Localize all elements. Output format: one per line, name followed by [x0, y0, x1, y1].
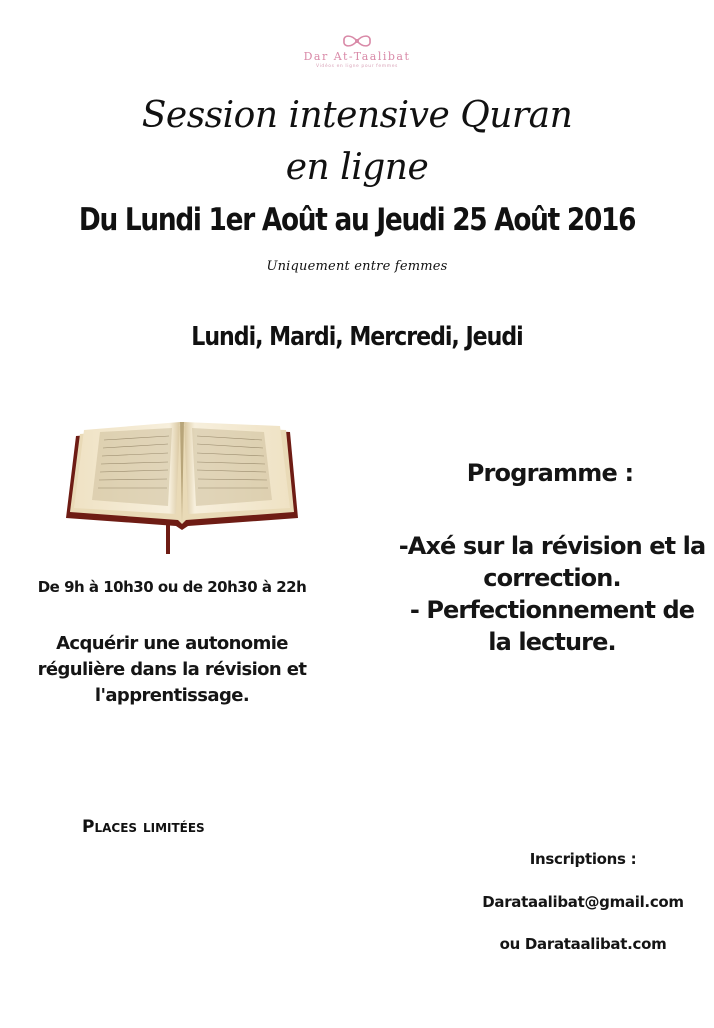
inscriptions-email[interactable]: Darataalibat@gmail.com: [482, 893, 684, 911]
logo-tagline: Vidéos en ligne pour femmes: [315, 64, 399, 69]
programme-item: - Perfectionnement de la lecture.: [409, 596, 695, 656]
hours: De 9h à 10h30 ou de 20h30 à 22h: [37, 578, 307, 596]
open-quran-book: [58, 408, 304, 556]
logo-name: Dar At-Taalibat: [303, 50, 411, 63]
session-days: Lundi, Mardi, Mercredi, Jeudi: [191, 322, 523, 352]
page-title: [0, 90, 714, 194]
goal: Acquérir une autonomie régulière dans la révision et l'apprentissage.: [37, 633, 307, 706]
title-text: Session intensive Quran en ligne: [141, 95, 573, 188]
inscriptions-site[interactable]: ou Darataalibat.com: [499, 935, 667, 953]
places-limitees: Places limitées: [82, 817, 205, 837]
programme-title: Programme :: [466, 459, 634, 487]
inscriptions-title: Inscriptions :: [529, 850, 637, 868]
session-dates: Du Lundi 1er Août au Jeudi 25 Août 2016: [78, 202, 636, 238]
logo: [262, 34, 452, 69]
bow-icon: [339, 34, 375, 48]
programme-list: [396, 530, 708, 658]
programme-item: -Axé sur la révision et la correction.: [398, 532, 706, 592]
subtitle: Uniquement entre femmes: [266, 259, 448, 274]
